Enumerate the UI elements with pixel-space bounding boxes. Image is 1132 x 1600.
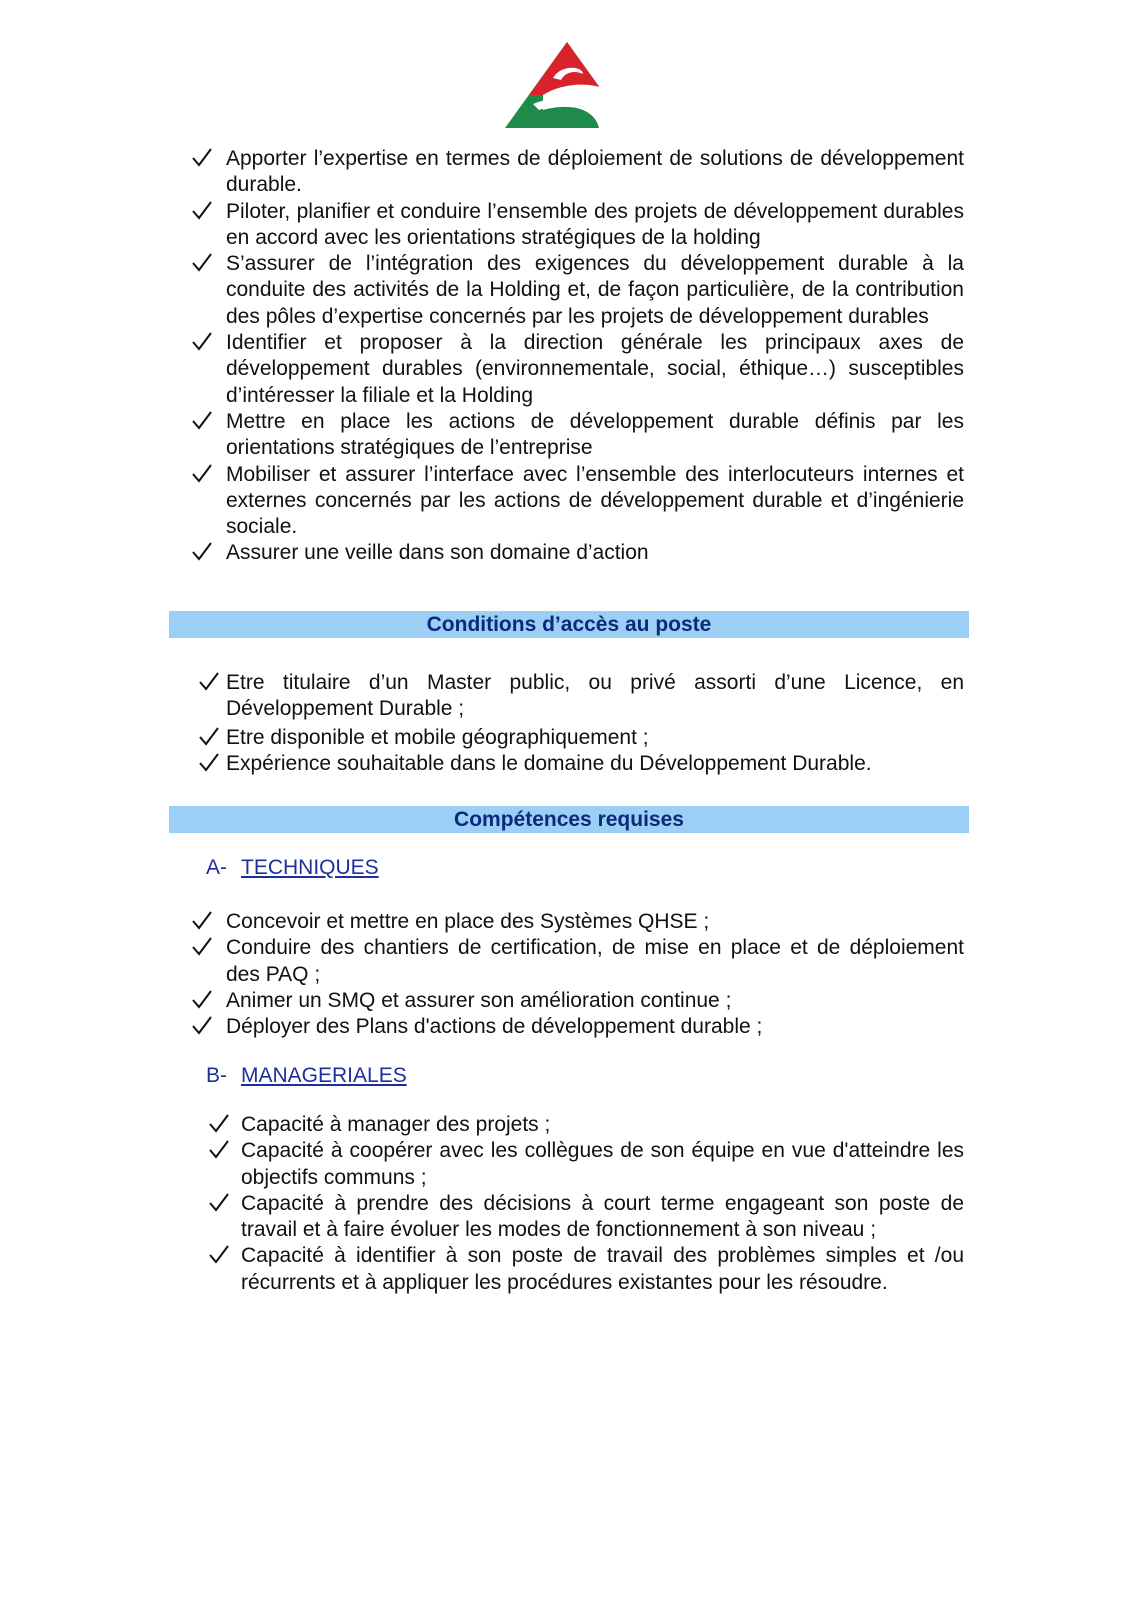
checkmark-icon: [191, 146, 213, 170]
list-item: Etre titulaire d’un Master public, ou privé assorti d’une Licence, en Développement Durable ;: [191, 670, 964, 723]
list-item: Conduire des chantiers de certification, de mise en place et de déploiement des PAQ ;: [191, 935, 964, 988]
checkmark-icon: [198, 725, 220, 749]
checkmark-icon: [191, 409, 213, 433]
list-item: Piloter, planifier et conduire l’ensemble des projets de développement durables en accord avec les orientations stratégiques de la holding: [191, 199, 964, 252]
list-item: Animer un SMQ et assurer son amélioration continue ;: [191, 988, 964, 1014]
list-item: Apporter l’expertise en termes de déploiement de solutions de développement durable.: [191, 146, 964, 199]
list-item: Expérience souhaitable dans le domaine du Développement Durable.: [191, 751, 964, 777]
company-logo: [503, 40, 631, 130]
list-item: Assurer une veille dans son domaine d’action: [191, 540, 964, 566]
checkmark-icon: [198, 751, 220, 775]
checkmark-icon: [191, 251, 213, 275]
list-item: Identifier et proposer à la direction générale les principaux axes de développement durables (environnementale, social, éthique…) susceptibles d’intéresser la filiale et la Holding: [191, 330, 964, 409]
list-item: Capacité à manager des projets ;: [191, 1112, 964, 1138]
list-item: Mobiliser et assurer l’interface avec l’ensemble des interlocuteurs internes et externes concernés par les actions de développement durable et d’ingénierie sociale.: [191, 462, 964, 541]
checkmark-icon: [208, 1138, 230, 1162]
conditions-list: [191, 670, 964, 777]
subheading-manageriales: B- MANAGERIALES: [206, 1064, 407, 1087]
checkmark-icon: [191, 909, 213, 933]
missions-list: [191, 146, 964, 567]
checkmark-icon: [208, 1191, 230, 1215]
list-item: Capacité à coopérer avec les collègues de son équipe en vue d'atteindre les objectifs communs ;: [191, 1138, 964, 1191]
checkmark-icon: [191, 935, 213, 959]
list-item: Capacité à identifier à son poste de travail des problèmes simples et /ou récurrents et à appliquer les procédures existantes pour les résoudre.: [191, 1243, 964, 1296]
section-header-conditions: Conditions d’accès au poste: [169, 611, 969, 638]
list-item: Mettre en place les actions de développement durable définis par les orientations stratégiques de l’entreprise: [191, 409, 964, 462]
manageriales-list: [191, 1112, 964, 1296]
list-item: Déployer des Plans d'actions de développement durable ;: [191, 1014, 964, 1040]
checkmark-icon: [191, 330, 213, 354]
checkmark-icon: [191, 462, 213, 486]
checkmark-icon: [191, 1014, 213, 1038]
techniques-list: [191, 909, 964, 1040]
list-item: Capacité à prendre des décisions à court terme engageant son poste de travail et à faire évoluer les modes de fonctionnement à son niveau ;: [191, 1191, 964, 1244]
list-item: Concevoir et mettre en place des Systèmes QHSE ;: [191, 909, 964, 935]
checkmark-icon: [208, 1112, 230, 1136]
checkmark-icon: [191, 988, 213, 1012]
section-header-competences: Compétences requises: [169, 806, 969, 833]
checkmark-icon: [191, 540, 213, 564]
checkmark-icon: [208, 1243, 230, 1267]
list-item: Etre disponible et mobile géographiquement ;: [191, 725, 964, 751]
checkmark-icon: [198, 670, 220, 694]
subheading-techniques: A- TECHNIQUES: [206, 856, 379, 879]
checkmark-icon: [191, 199, 213, 223]
list-item: S’assurer de l’intégration des exigences du développement durable à la conduite des activités de la Holding et, de façon particulière, de la contribution des pôles d’expertise concernés par les projets de développement durables: [191, 251, 964, 330]
